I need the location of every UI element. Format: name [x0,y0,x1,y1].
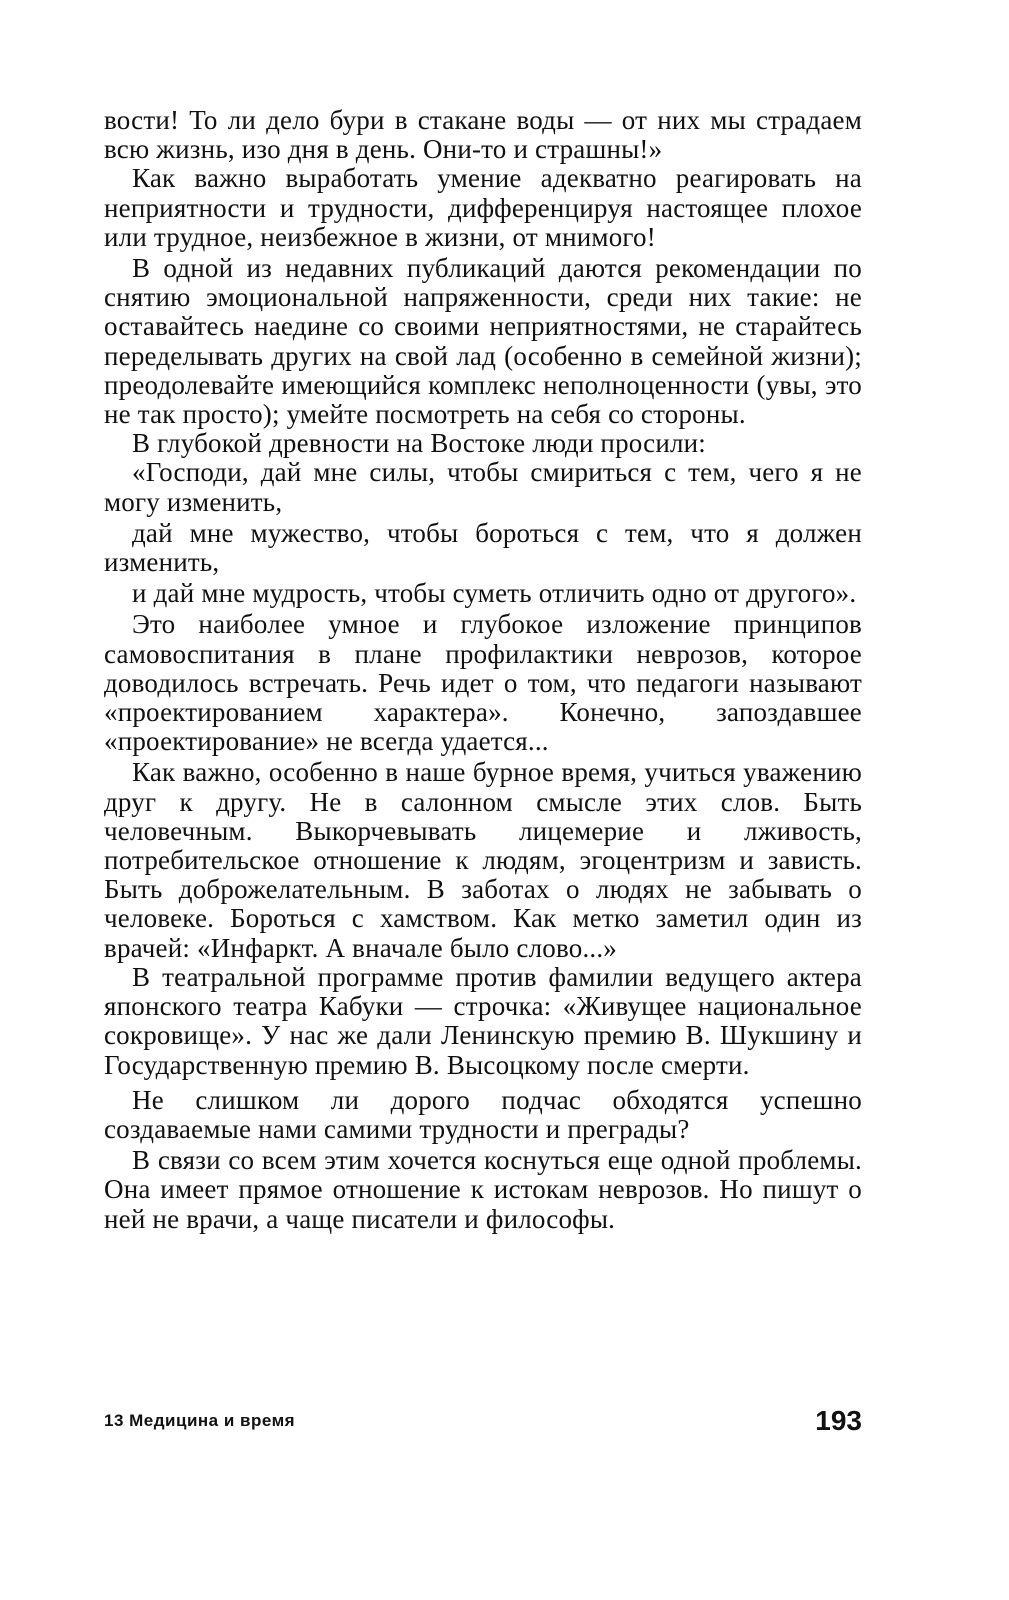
signature-mark: 13 Медицина и время [104,1411,296,1430]
page-body [104,106,862,1234]
paragraph: В театральной программе против фамилии ведущего актера японского театра Кабуки — строчка: «Живущее национальное сокровище». У нас же дали Ленинскую премию В. Шукшину и Государственную премию В. Высоцкому после смерти. [104,961,862,1080]
quote-line: и дай мне мудрость, чтобы суметь отличить одно от другого». [132,578,857,609]
page-footer [104,1405,862,1441]
quote-line: дай мне мужество, чтобы бороться с тем, что я должен изменить, [104,517,862,578]
paragraph: Как важно выработать умение адекватно реагировать на неприятности и трудности, дифференцируя настоящее плохое или трудное, неизбежное в жизни, от мнимого! [104,163,862,252]
paragraph: В связи со всем этим хочется коснуться еще одной проблемы. Она имеет прямое отношение к истокам неврозов. Но пишут о ней не врачи, а чаще писатели и философы. [104,1145,862,1234]
quote-line: «Господи, дай мне силы, чтобы смириться с тем, чего я не могу изменить, [104,457,862,517]
paragraph: вости! То ли дело бури в стакане воды — от них мы страдаем всю жизнь, изо дня в день. Они-то и страшны!» [104,105,862,165]
paragraph: В глубокой древности на Востоке люди просили: [132,428,706,459]
paragraph: Как важно, особенно в наше бурное время, учиться уважению друг к другу. Не в салонном смысле этих слов. Быть человечным. Выкорчевывать лицемерие и лживость, потребительское отношение к людям, эгоцентризм и зависть. Быть доброжелательным. В заботах о людях не забывать о человеке. Бороться с хамством. Как метко заметил один из врачей: «Инфаркт. А вначале было слово...» [104,757,862,963]
paragraph: В одной из недавних публикаций даются рекомендации по снятию эмоциональной напряженности, среди них такие: не оставайтесь наедине со своими неприятностями, не старайтесь переделывать других на свой лад (особенно в семейной жизни); преодолевайте имеющийся комплекс неполноценности (увы, это не так просто); умейте посмотреть на себя со стороны. [104,253,862,430]
page-number: 193 [815,1405,862,1436]
paragraph: Не слишком ли дорого подчас обходятся успешно создаваемые нами самими трудности и преграды? [104,1084,862,1144]
paragraph: Это наиболее умное и глубокое изложение принципов самовоспитания в плане профилактики неврозов, которое доводилось встречать. Речь идет о том, что педагоги называют «проектированием характера». Конечно, запоздавшее «проектирование» не всегда удается... [104,609,862,757]
